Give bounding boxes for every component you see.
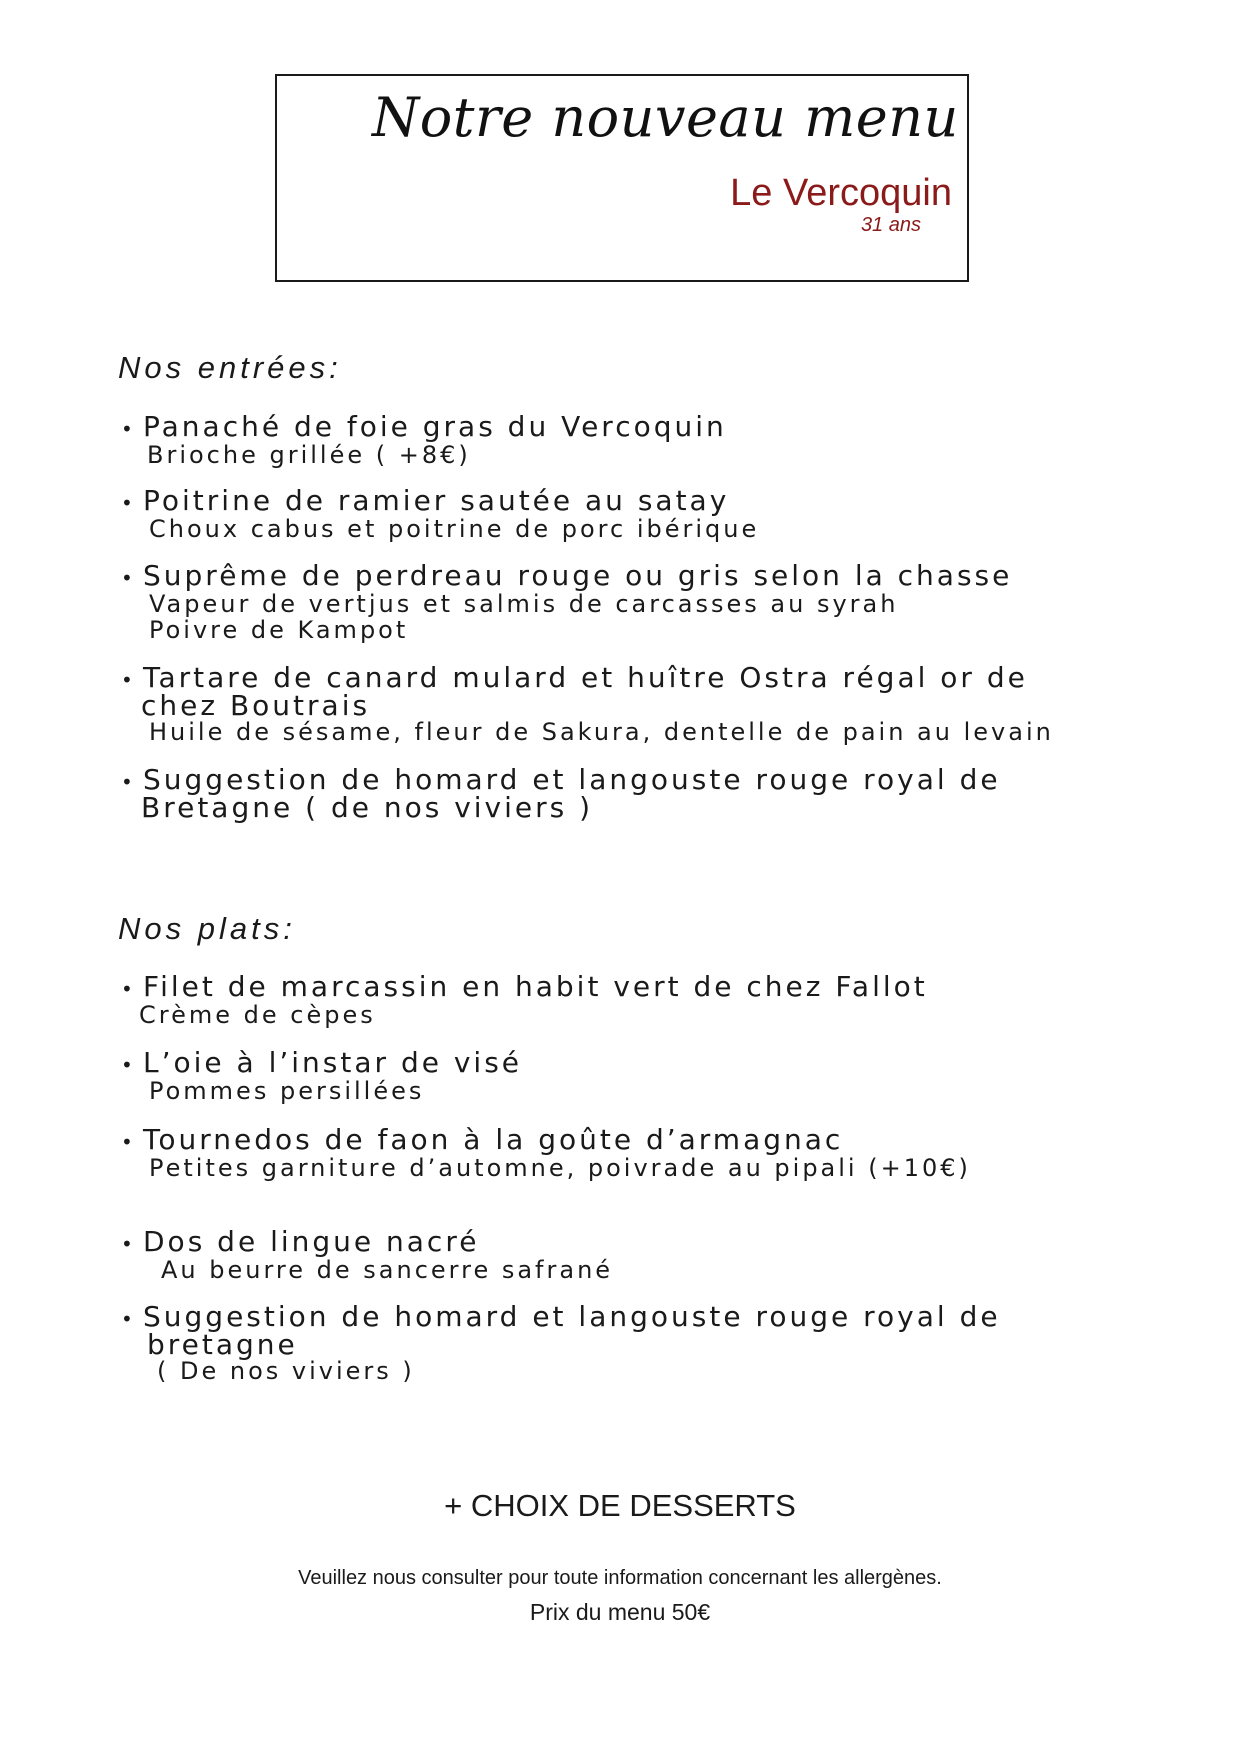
menu-title: Notre nouveau menu [372,86,959,149]
allergen-notice: Veuillez nous consulter pour toute information concernant les allergènes. [298,1567,942,1589]
item-title: Suggestion de homard et langouste rouge royal de [143,1300,1001,1333]
item-title-continued: bretagne [147,1328,298,1361]
item-title: Suggestion de homard et langouste rouge royal de [143,763,1001,796]
bullet-icon: • [121,1053,133,1077]
bullet-icon: • [121,977,133,1001]
entree-item-3 [121,559,1013,644]
restaurant-age: 31 ans [860,214,921,236]
item-description: Au beurre de sancerre safrané [161,1256,614,1284]
bullet-icon: • [121,566,133,590]
entree-item-1 [121,410,727,469]
plat-item-5 [121,1300,1001,1385]
bullet-icon: • [121,417,133,441]
plat-item-4 [121,1225,614,1284]
item-description: Poivre de Kampot [149,616,409,644]
plat-item-1 [121,970,928,1029]
bullet-icon: • [121,491,133,515]
item-title: Panaché de foie gras du Vercoquin [143,410,727,443]
item-title: Filet de marcassin en habit vert de chez Fallot [143,970,928,1003]
menu-price: Prix du menu 50€ [529,1599,711,1625]
item-description: ( De nos viviers ) [157,1357,415,1385]
plats-heading: Nos plats: [118,911,296,946]
plat-item-3 [121,1123,971,1182]
item-title-continued: chez Boutrais [141,689,371,722]
item-title: Poitrine de ramier sautée au satay [143,484,730,517]
item-title: Tournedos de faon à la goûte d’armagnac [143,1123,844,1156]
entree-item-2 [121,484,760,543]
entree-item-4 [121,661,1054,746]
bullet-icon: • [121,1130,133,1154]
item-description: Choux cabus et poitrine de porc ibérique [149,515,760,543]
bullet-icon: • [121,1232,133,1256]
plat-item-2 [121,1046,523,1105]
item-title: Tartare de canard mulard et huître Ostra régal or de [143,661,1028,694]
item-description: Petites garniture d’automne, poivrade au pipali (+10€) [149,1154,971,1182]
item-description: Brioche grillée ( +8€) [147,441,471,469]
item-description: Huile de sésame, fleur de Sakura, dentelle de pain au levain [149,718,1054,746]
restaurant-name: Le Vercoquin [730,172,952,214]
item-title: Suprême de perdreau rouge ou gris selon la chasse [143,559,1013,592]
entrees-heading: Nos entrées: [118,350,342,385]
item-description: Vapeur de vertjus et salmis de carcasses au syrah [149,590,899,618]
item-description: Crème de cèpes [139,1001,376,1029]
item-description: Pommes persillées [149,1077,425,1105]
menu-header-box [275,74,969,282]
bullet-icon: • [121,668,133,692]
entree-item-5 [121,763,1001,824]
bullet-icon: • [121,770,133,794]
desserts-choice: + CHOIX DE DESSERTS [444,1488,796,1523]
bullet-icon: • [121,1307,133,1331]
item-title: Dos de lingue nacré [143,1225,480,1258]
item-title-continued: Bretagne ( de nos viviers ) [141,791,594,824]
item-title: L’oie à l’instar de visé [143,1046,523,1079]
